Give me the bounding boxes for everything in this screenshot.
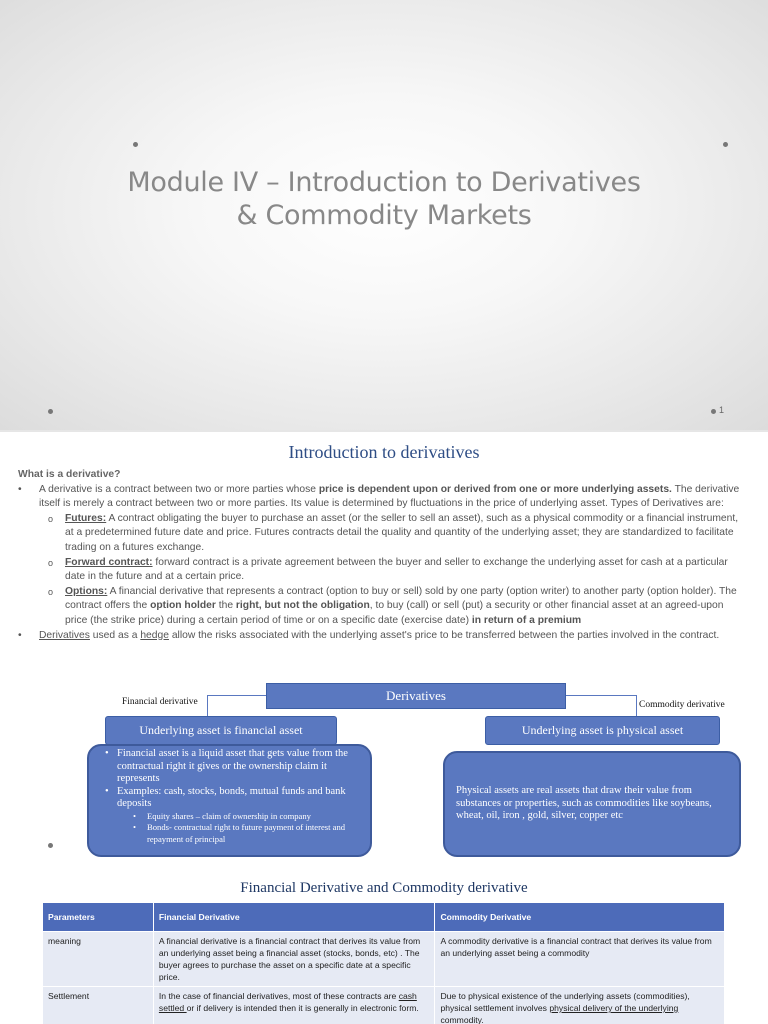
table-header-row [43,903,725,932]
connector-line [207,695,266,696]
intro-title: Introduction to derivatives [288,442,480,462]
table-row: meaning A financial derivative is a financial contract that derives its value from an underlying asset being a financial asset (stocks, bonds, etc) . The buyer agrees to purchase the asset on a specific date at a specific price. A commodity derivative is a financial contract that derives its value from an underlying asset being a commodity [43,932,725,987]
commodity-derivative-label: Commodity derivative [639,700,725,710]
question-heading: What is a derivative? [18,469,121,480]
connector-line [636,695,637,716]
title-slide [0,0,768,430]
header-parameters: Parameters [43,903,154,932]
bullet-dot [723,142,728,147]
page-number: 1 [718,405,724,415]
connector-line [564,695,636,696]
derivatives-slide [0,432,768,1024]
comparison-title: Financial Derivative and Commodity derivative [240,880,528,896]
bullet-dot [133,142,138,147]
connector-line [207,695,208,716]
comparison-table [42,902,725,1024]
financial-derivative-label: Financial derivative [122,697,198,707]
derivatives-root-box: Derivatives [266,683,566,709]
table-row: Settlement In the case of financial derivatives, most of these contracts are cash settled or if delivery is intended then it is generally in electronic form. Due to physical existence of the underlying assets (commodities), physical settlement involves physical delivery of the underlying commodity. [43,987,725,1024]
header-financial: Financial Derivative [153,903,435,932]
financial-asset-detail: • Financial asset is a liquid asset that gets value from the contractual right it gives or the ownership claim it represents • Examples: cash, stocks, bonds, mutual funds and bank deposits • Equity shares – claim of ownership in company • Bonds- contractual right to future payment of interest and repayment of principal [87,744,372,857]
intro-body [18,468,740,643]
sub-bullet-futures: o Futures: A contract obligating the buyer to purchase an asset (or the seller to sell an asset), such as a physical commodity or a financial instrument, at a predetermined future date and price. Futures contracts detail the quality and quantity of the underlying asset; they are standardized to facilitate trading on a futures exchange. [48,512,739,553]
sub-bullet-forward: o Forward contract: forward contract is a private agreement between the buyer and seller to exchange the underlying asset for cash at a particular date in the future and at a certain price. [48,556,728,583]
bullet-dot [48,843,53,848]
bullet-hedge: • Derivatives used as a hedge allow the risks associated with the underlying asset's price to be transferred between the parties involved in the contract. [18,629,720,641]
sub-bullet-options: o Options: A financial derivative that represents a contract (option to buy or sell) sold by one party (option writer) to another party (option holder). The contract offers the option holder the right, but not the obligation, to buy (call) or sell (put) a security or other financial asset at an agreed-upon price (the strike price) during a certain period of time or on a specific date (exercise date) in return of a premium [48,585,737,626]
bullet-dot [711,409,716,414]
physical-asset-detail: Physical assets are real assets that draw their value from substances or properties, such as commodities like soybeans, wheat, oil, iron , gold, silver, copper etc [443,751,741,857]
header-commodity: Commodity Derivative [435,903,725,932]
slide-title: Module IV – Introduction to Derivatives & Commodity Markets [127,167,641,231]
physical-asset-box: Underlying asset is physical asset [485,716,720,745]
bullet-dot [48,409,53,414]
financial-asset-box: Underlying asset is financial asset [105,716,337,745]
bullet-definition: • A derivative is a contract between two or more parties whose price is dependent upon or derived from one or more underlying assets. The derivative itself is merely a contract between two or more parties. Its value is determined by fluctuations in the price of underlying asset. Types of Derivatives are: [18,483,740,510]
